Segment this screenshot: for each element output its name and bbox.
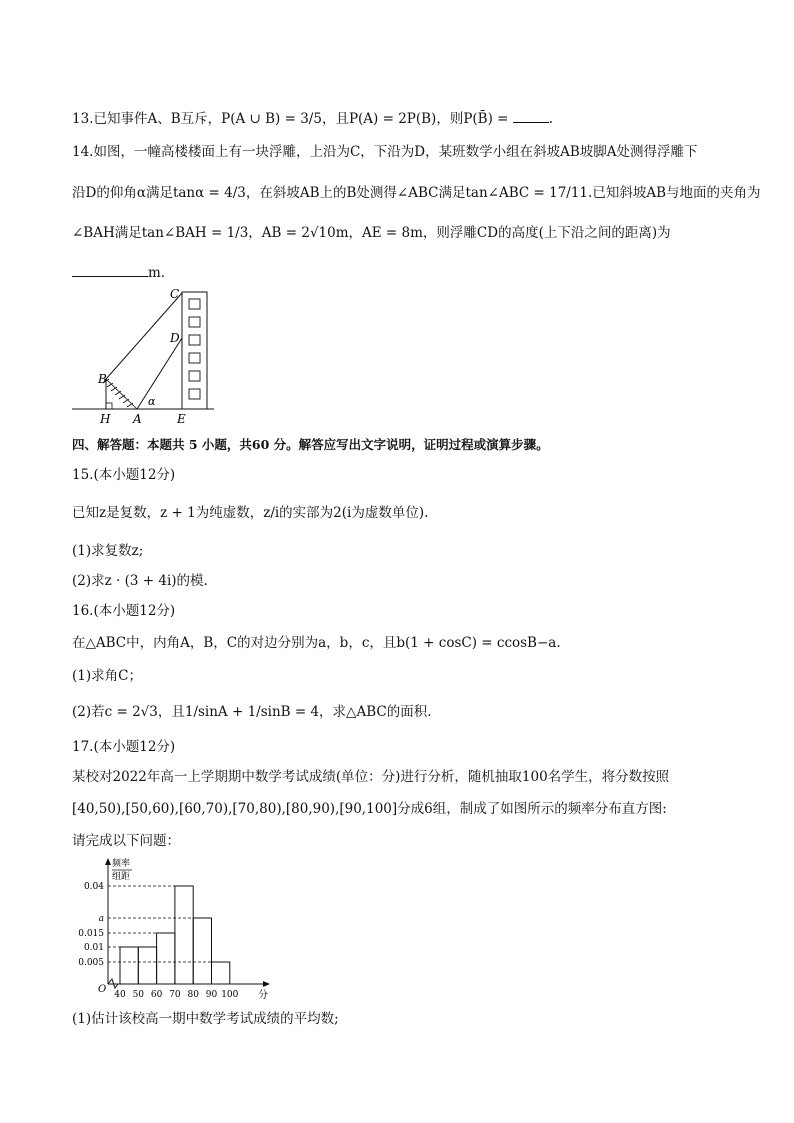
y-axis-arrow <box>105 858 111 865</box>
building <box>182 292 207 409</box>
building-windows <box>189 299 200 399</box>
right-angle-h <box>106 403 112 409</box>
x-axis-arrow <box>263 981 270 987</box>
q14-line3: ∠BAH满足tan∠BAH = 1/3，AB = 2√10m，AE = 8m，则浮雕CD的高度(上下沿之间的距离)为 <box>72 225 671 241</box>
q17-stem1: 某校对2022年高一上学期期中数学考试成绩(单位：分)进行分析，随机抽取100名学生，将分数按照 <box>72 769 670 785</box>
label-b: B <box>98 372 107 386</box>
x-tick-label: 90 <box>205 990 218 1000</box>
histogram-bar <box>120 947 138 984</box>
histogram-bar <box>175 886 193 984</box>
y-axis-label-top: 频率 <box>112 859 131 869</box>
x-tick-label: 80 <box>187 990 199 1000</box>
q13-text: 13.已知事件A、B互斥，P(A ∪ B) = 3/5，且P(A) = 2P(B)，则P(B̄) = <box>72 111 513 127</box>
q15-part1: (1)求复数z; <box>72 543 144 559</box>
section-heading: 四、解答题：本题共 5 小题，共60 分。解答应写出文字说明，证明过程或演算步骤。 <box>72 437 549 452</box>
q13-end: . <box>548 111 554 127</box>
y-tick-label: 0.04 <box>83 882 104 892</box>
q17-head: 17.(本小题12分) <box>72 739 176 755</box>
q16-head: 16.(本小题12分) <box>72 603 176 619</box>
x-tick-label: 40 <box>114 990 126 1000</box>
q14-line1: 14.如图，一幢高楼楼面上有一块浮雕，上沿为C，下沿为D，某班数学小组在斜坡AB坡脚A处测得浮雕下 <box>72 144 698 160</box>
line-ad <box>137 338 182 409</box>
q14-figure <box>70 286 220 426</box>
q15-part2: (2)求z · (3 + 4i)的模. <box>72 573 208 589</box>
y-tick-label: 0.01 <box>83 943 104 953</box>
x-tick-label: 60 <box>150 990 163 1000</box>
histogram-bar <box>212 962 230 984</box>
q16-stem: 在△ABC中，内角A，B，C的对边分别为a，b，c，且b(1 + cosC) = ccosB−a. <box>72 635 561 651</box>
label-c: C <box>170 287 180 301</box>
q16-part1: (1)求角C； <box>72 668 142 684</box>
slope-hatch <box>103 379 137 409</box>
histogram-bar <box>157 933 175 984</box>
label-alpha: α <box>148 395 156 408</box>
q14-unit: m. <box>148 265 166 281</box>
label-a: A <box>133 412 142 426</box>
y-tick-label: 0.005 <box>78 958 104 968</box>
x-axis-label: 分 <box>258 990 268 1001</box>
q17-stem2: [40,50),[50,60),[60,70),[70,80),[80,90),[90,100]分成6组，制成了如图所示的频率分布直方图: <box>72 801 667 817</box>
x-tick-label: 70 <box>169 990 181 1000</box>
x-tick-label: 100 <box>221 990 239 1000</box>
q14-answer-blank[interactable] <box>72 262 148 277</box>
histogram-bar <box>138 947 156 984</box>
q16-part2: (2)若c = 2√3，且1/sinA + 1/sinB = 4，求△ABC的面积. <box>72 704 432 720</box>
x-tick-label: 50 <box>132 990 145 1000</box>
frequency-histogram <box>68 858 278 1001</box>
q17-part1: (1)估计该校高一期中数学考试成绩的平均数; <box>72 1011 339 1027</box>
label-e: E <box>177 412 186 426</box>
y-tick-label: a <box>98 914 104 924</box>
q13-answer-blank[interactable] <box>513 108 549 123</box>
label-d: D <box>170 331 180 345</box>
q15-head: 15.(本小题12分) <box>72 467 176 483</box>
y-axis-label-bottom: 组距 <box>112 872 131 882</box>
q17-stem3: 请完成以下问题： <box>72 833 180 849</box>
label-h: H <box>100 412 111 426</box>
q14-line2: 沿D的仰角α满足tanα = 4/3，在斜坡AB上的B处测得∠ABC满足tan∠ABC = 17/11.已知斜坡AB与地面的夹角为 <box>72 185 761 201</box>
q14-line4 <box>72 262 165 282</box>
histogram-bar <box>193 918 211 984</box>
y-tick-label: 0.015 <box>78 929 104 939</box>
q15-stem: 已知z是复数，z + 1为纯虚数，z/i的实部为2(i为虚数单位). <box>72 505 429 521</box>
q13-line <box>72 108 553 128</box>
origin-label: O <box>98 984 107 995</box>
